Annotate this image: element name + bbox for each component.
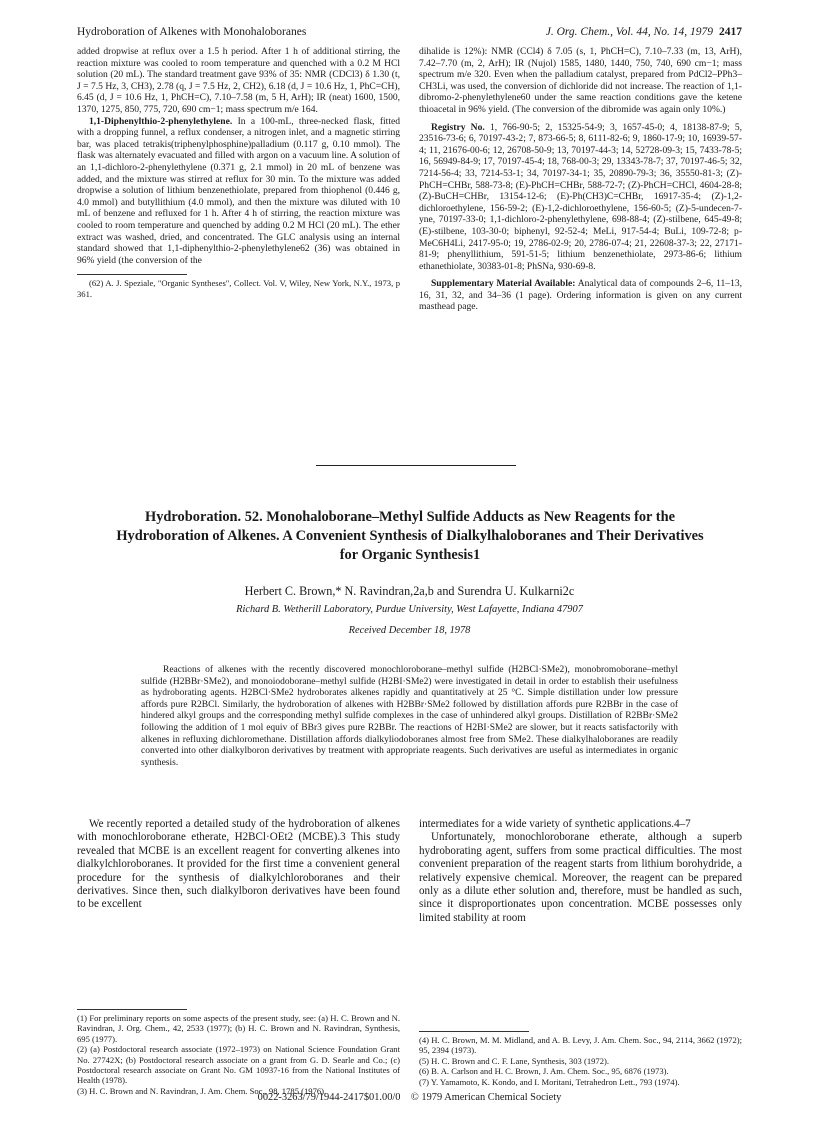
footnotes-right	[419, 1031, 742, 1087]
footnote-rule	[77, 1009, 187, 1010]
page-number: 2417	[719, 26, 742, 38]
intro-paragraph: We recently reported a detailed study of the hydroboration of alkenes with monochloroborane etherate, H2BCl·OEt2 (MCBE).3 This study revealed that MCBE is an excellent reagent for converting alkenes into dialkylchloroboranes. It provided for the first time a convenient general procedure for the synthesis of dialkylchloroboranes and their derivatives. Since then, such dialkylboron derivatives have been found to be excellent	[77, 818, 400, 911]
page-footer	[77, 1092, 742, 1103]
footnote-6: (6) B. A. Carlson and H. C. Brown, J. Am. Chem. Soc., 95, 6876 (1973).	[419, 1066, 669, 1077]
footnote-2: (2) (a) Postdoctoral research associate (1972–1973) on National Science Foundation Grant No. 27742X; (b) Postdoctoral research associate on a grant from G. D. Searle and Co.; (c) Postdoctoral research associate on Grant No. GM 10937-16 from the National Institutes of Health (1978).	[77, 1044, 400, 1086]
registry-text: 1, 766-90-5; 2, 15325-54-9; 3, 1657-45-0; 4, 18138-87-9; 5, 23516-73-6; 6, 70197-43-2; 7, 873-66-5; 8, 6111-82-6; 9, 1860-17-9; 10, 16939-57-4; 11, 21676-00-6; 12, 26708-50-9; 13, 70197-44-3; 14, 52728-09-3; 15, 7433-78-5; 16, 56949-84-9; 17, 70197-45-4; 18, 768-00-3; 29, 13343-78-7; 37, 70197-46-5; 32, 7214-56-4; 33, 7214-53-1; 34, 70197-34-1; 35, 20890-79-3; 36, 35550-81-3; (Z)-PhCH=CHBr, 588-73-8; (E)-PhCH=CHBr, 588-72-7; (Z)-PhCH=CHCl, 4604-28-8; (Z)-BuCH=CHBr, 13154-12-6; (E)-Ph(CH3)C=CHBr, 16917-35-4; (Z)-1,2-dichloroethylene, 156-59-2; (E)-1,2-dichloroethylene, 156-60-5; (Z)-5-undecen-7-yne, 70197-33-0; 1,1-dichloro-2-phenylethylene, 698-88-4; (Z)-stilbene, 645-49-8; (E)-stilbene, 103-30-0; biphenyl, 92-52-4; MeLi, 917-54-4; BuLi, 109-72-8; p-MeC6H4Li, 2417-95-0; 19, 2786-02-9; 20, 2786-07-4; 21, 22608-37-3; 22, 27171-81-9; phenyllithium, 591-51-5; lithium benzenethiolate, 2973-86-6; lithium ethanethiolate, 30383-01-8; PhSNa, 930-69-8.	[419, 121, 743, 272]
top-right-column	[419, 46, 742, 313]
article-code: 0022-3263/79/1944-2417$01.00/0	[257, 1092, 401, 1103]
body-right-column	[419, 818, 742, 925]
journal-name: J. Org. Chem., Vol. 44, No. 14, 1979	[545, 26, 713, 38]
footnote-1: (1) For preliminary reports on some aspects of the present study, see: (a) H. C. Brown and N. Ravindran, J. Org. Chem., 42, 2533 (1977); (b) H. C. Brown and N. Ravindran, Synthesis, 695 (1977).	[77, 1013, 400, 1044]
supplementary-text: Analytical data of compounds 2–6, 11–13, 16, 31, 32, and 34–36 (1 page). Ordering information is given on any current masthead page.	[419, 278, 742, 313]
experimental-paragraph	[77, 116, 400, 267]
abstract: Reactions of alkenes with the recently discovered monochloroborane–methyl sulfide (H2BCl·SMe2), monobromoborane–methyl sulfide (H2BBr·SMe2), and monoiodoborane–methyl sulfide (H2BI·SMe2) were investigated in detail in order to establish their usefulness as hydroborating agents. H2BCl·SMe2 hydroborates alkenes rapidly and quantitatively at 25 °C. Simple distillation under low pressure affords pure R2BCl. Similarly, the hydroboration of alkenes with H2BBr·SMe2 followed by distillation affords pure R2BBr in the case of hindered alkyl groups and the corresponding methyl sulfide complexes in the case of unhindered alkyl groups. Distillation of R2BBr·SMe2 following the addition of 1 mol equiv of BBr3 gives pure R2BBr. The reactions of H2BI·SMe2 are slower, but it reacts satisfactorily with alkenes in refluxing dichloromethane. Distillation affords dialkyliodoboranes almost free from SMe2. These dialkylhaloboranes are readily converted into other dialkylboron derivatives by treatment with appropriate reagents. Such derivatives are useful as intermediates in organic synthesis.	[141, 665, 678, 768]
footnote-7: (7) Y. Yamamoto, K. Kondo, and I. Moritani, Tetrahedron Lett., 793 (1974).	[419, 1076, 680, 1087]
footnote-4: (4) H. C. Brown, M. M. Midland, and A. B. Levy, J. Am. Chem. Soc., 94, 2114, 3662 (1972); 95, 2394 (1973).	[419, 1035, 742, 1056]
journal-citation	[546, 26, 742, 38]
copyright: © 1979 American Chemical Society	[410, 1092, 562, 1103]
experimental-text: In a 100-mL, three-necked flask, fitted with a dropping funnel, a reflux condenser, a nitrogen inlet, and a magnetic stirring bar, was placed tetrakis(triphenylphosphine)palladium (0.117 g, 0.10 mmol). The flask was alternately evacuated and filled with argon on a vacuum line. A solution of an 1,1-dichloro-2-phenylethylene (0.371 g, 2.1 mmol) in 20 mL of benzene was added, and the mixture was stirred at reflux for 30 min. To the mixture was added dropwise a solution of lithium benzenethiolate, prepared from thiophenol (0.446 g, 4.0 mmol) and butyllithium (4.0 mmol), and then the mixture was diluted with 10 mL of benzene and refluxed for 1 h. After 4 h of stirring, the reaction mixture was cooled to room temperature and quenched by adding 0.2 M HCl (20 mL). The ether extract was washed, dried, and concentrated. The GLC analysis using an internal standard showed that 1,1-diphenylthio-2-phenylethylene62 (36) was obtained in 96% yield (the conversion of the	[77, 115, 400, 266]
supplementary-material	[419, 278, 742, 313]
body-left-column	[77, 818, 400, 912]
article-divider	[316, 465, 516, 466]
footnote-rule	[419, 1031, 529, 1032]
experimental-paragraph-continued: added dropwise at reflux over a 1.5 h period. After 1 h of additional stirring, the reaction mixture was cooled to room temperature and quenched with a 0.2 M HCl solution (20 mL). The standard treatment gave 93% of 35: NMR (CDCl3) δ 1.30 (t, J = 7.5 Hz, 3, CH3), 2.78 (q, J = 7.5 Hz, 2, CH2), 6.18 (d, J = 10.6 Hz, 1, PhC=CH), 6.45 (d, J = 10.6 Hz, 1, PhCH=C), 7.10–7.58 (m, 5 H, ArH); IR (neat) 1600, 1500, 1370, 1275, 850, 775, 720, 690 cm−1; mass spectrum m/e 164.	[77, 46, 400, 115]
experimental-paragraph-end: dihalide is 12%): NMR (CCl4) δ 7.05 (s, 1, PhCH=C), 7.10–7.33 (m, 13, ArH), 7.42–7.70 (m, 2, ArH); IR (Nujol) 1585, 1480, 1440, 750, 740, 690 cm−1; mass spectrum m/e 320. Even when the palladium catalyst, prepared from PdCl2–PPh3–CH3Li, was used, the conversion of dichloride did not increase. The reaction of 1,1-dibromo-2-phenylethylene60 under the same reaction conditions gave the ketene thioacetal in 96% yield. (The conversion of the dibromide was again only 10%.)	[419, 46, 742, 115]
supplementary-label: Supplementary Material Available:	[431, 278, 576, 290]
footnote-62: (62) A. J. Speziale, "Organic Syntheses", Collect. Vol. V, Wiley, New York, N.Y., 1973, p 361.	[77, 278, 400, 299]
article-affiliation: Richard B. Wetherill Laboratory, Purdue University, West Lafayette, Indiana 47907	[236, 604, 583, 615]
registry-numbers	[419, 122, 742, 273]
running-title: Hydroboration of Alkenes with Monohaloboranes	[77, 26, 307, 38]
top-left-column	[77, 46, 400, 299]
footnotes-left	[77, 1009, 400, 1096]
registry-label: Registry No.	[431, 121, 485, 133]
received-date: Received December 18, 1978	[348, 625, 471, 636]
intro-paragraph-2: Unfortunately, monochloroborane etherate, although a superb hydroborating agent, suffers from some practical difficulties. The most convenient preparation of the reagent starts from lithium borohydride, a relatively expensive chemical. Moreover, the reagent can be prepared only as a dilute ether solution and, therefore, must be handled as such, since it disproportionates upon concentration. MCBE possesses only limited stability at room	[419, 831, 742, 924]
footnote-5: (5) H. C. Brown and C. F. Lane, Synthesis, 303 (1972).	[419, 1055, 610, 1066]
article-title: Hydroboration. 52. Monohaloborane–Methyl Sulfide Adducts as New Reagents for the Hydroboration of Alkenes. A Convenient Synthesis of Dialkylhaloboranes and Their Derivatives for Organic Synthesis1	[116, 509, 704, 563]
compound-heading: 1,1-Diphenylthio-2-phenylethylene.	[89, 115, 233, 127]
footnote-3: (3) H. C. Brown and N. Ravindran, J. Am. Chem. Soc., 98, 1785 (1976).	[77, 1085, 327, 1096]
article-authors: Herbert C. Brown,* N. Ravindran,2a,b and Surendra U. Kulkarni2c	[244, 584, 575, 598]
intro-paragraph-continued: intermediates for a wide variety of synthetic applications.4–7	[419, 818, 691, 830]
footnote-rule	[77, 274, 187, 275]
